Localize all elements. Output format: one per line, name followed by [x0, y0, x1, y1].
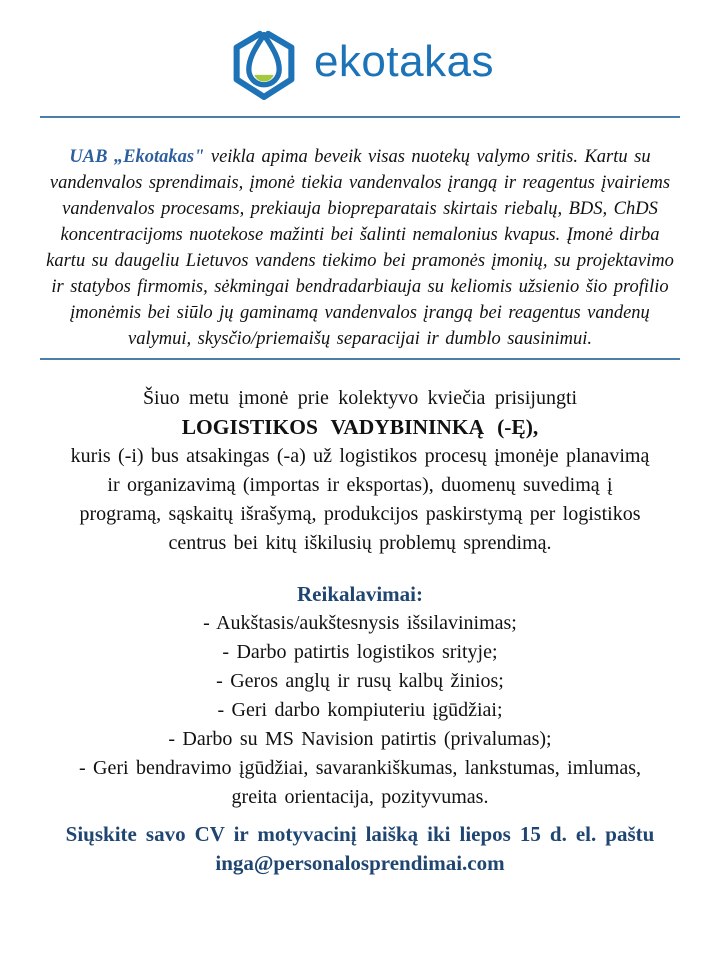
requirements-section — [40, 580, 680, 812]
requirement-item: - Geros anglų ir rusų kalbų žinios; — [216, 670, 504, 692]
intro-line: vandenvalos sprendimais, įmonė tiekia vandenvalos įrangą ir reagentus įvairiems — [49, 173, 671, 193]
contact-section — [40, 820, 680, 878]
requirement-item: - Darbo patirtis logistikos srityje; — [222, 641, 498, 663]
position-description-line: ir organizavimą (importas ir eksportas), duomenų suvedimą į — [107, 474, 613, 496]
hexagon-water-drop-icon — [226, 27, 302, 103]
requirements-heading: Reikalavimai: — [297, 582, 423, 606]
logo-wordmark: ekotakas — [313, 37, 495, 86]
intro-line-rest: veikla apima beveik visas nuotekų valymo sritis. Kartu su — [204, 147, 651, 167]
position-description — [40, 442, 680, 558]
position-description-line: kuris (-i) bus atsakingas (-a) už logistikos procesų įmonėje planavimą — [70, 445, 650, 467]
company-logo — [40, 22, 680, 108]
company-name: UAB „Ekotakas" — [69, 147, 205, 167]
position-description-line: programą, sąskaitų išrašymą, produkcijos paskirstymą per logistikos — [79, 503, 641, 525]
intro-line: įmonėmis bei siūlo jų gaminamą vandenvalos įrangą bei reagentus vandenų — [70, 303, 650, 323]
separator-line-top — [40, 116, 680, 118]
separator-line-middle — [40, 358, 680, 360]
intro-line: valymui, skysčio/priemaišų separacijai ir dumblo sausinimui. — [127, 329, 592, 349]
requirement-item: greita orientacija, pozityvumas. — [231, 786, 489, 808]
intro-line: ir statybos firmomis, sėkmingai bendradarbiauja su keliomis užsienio šio profilio — [51, 277, 669, 297]
requirement-item: - Geri bendravimo įgūdžiai, savarankiškumas, lankstumas, imlumas, — [78, 757, 642, 779]
invite-line: Šiuo metu įmonė prie kolektyvo kviečia prisijungti — [142, 387, 578, 409]
intro-lines — [40, 170, 680, 352]
requirement-item: - Darbo su MS Navision patirtis (privalumas); — [168, 728, 552, 750]
requirement-item: - Aukštasis/aukštesnysis išsilavinimas; — [203, 612, 517, 634]
position-description-line: centrus bei kitų iškilusių problemų sprendimą. — [168, 532, 552, 554]
intro-line: kartu su daugeliu Lietuvos vandens tiekimo bei pramonės įmonių, su projektavimo — [46, 251, 674, 271]
company-intro-paragraph — [40, 144, 680, 352]
intro-line: vandenvalos procesams, prekiauja biopreparatais skirtais riebalų, BDS, ChDS — [62, 199, 658, 219]
requirement-item: - Geri darbo kompiuteriu įgūdžiai; — [217, 699, 503, 721]
intro-line: koncentracijoms nuotekose mažinti bei šalinti nemalonius kvapus. Įmonė dirba — [60, 225, 660, 245]
contact-instruction: Siųskite savo CV ir motyvacinį laišką iki liepos 15 d. el. paštu — [65, 822, 655, 846]
intro-line — [40, 144, 680, 170]
position-section — [40, 384, 680, 558]
position-title: LOGISTIKOS VADYBININKĄ (-Ę), — [181, 415, 539, 439]
contact-email: inga@personalosprendimai.com — [215, 851, 505, 875]
requirements-list — [40, 609, 680, 812]
